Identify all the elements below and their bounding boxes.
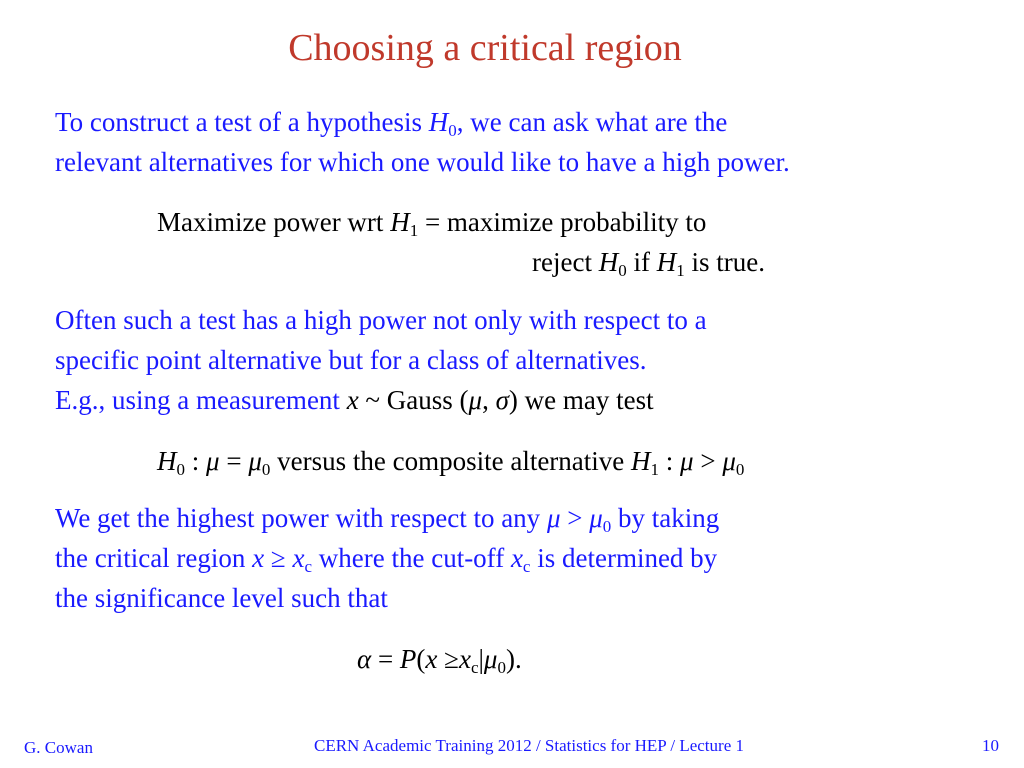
hypotheses-equation: $H_0$ : $\mu = \mu_0$ versus the composite alternative $H_1$ : $\mu > \mu_0$ bbox=[157, 446, 745, 479]
footer-course: CERN Academic Training 2012 / Statistics for HEP / Lecture 1 bbox=[314, 736, 744, 755]
footer-author: G. Cowan bbox=[24, 738, 93, 757]
intro-paragraph: To construct a test of a hypothesis $H_0$, we can ask what are the relevant alternatives for which one would like to have a high power. bbox=[55, 107, 790, 177]
maximize-power-equation: Maximize power wrt $H_1$ = maximize probability to reject $H_0$ if $H_1$ is true. bbox=[157, 207, 765, 280]
significance-level-equation: $\alpha = P(x \ge x_c|\mu_0)$. bbox=[357, 644, 522, 677]
footer-page-number: 10 bbox=[982, 736, 999, 755]
composite-alternative-paragraph: Often such a test has a high power not only with respect to a specific point alternative but for a class of alternatives. E.g., using a measurement x ~ Gauss (μ, σ) we may test bbox=[55, 305, 707, 415]
slide-title: Choosing a critical region bbox=[288, 27, 682, 69]
critical-region-paragraph: We get the highest power with respect to any $\mu > \mu_0$ by taking the critical region $x \ge x_c$ where the cut-off $x_c$ is determined by the significance level such that bbox=[55, 503, 720, 613]
